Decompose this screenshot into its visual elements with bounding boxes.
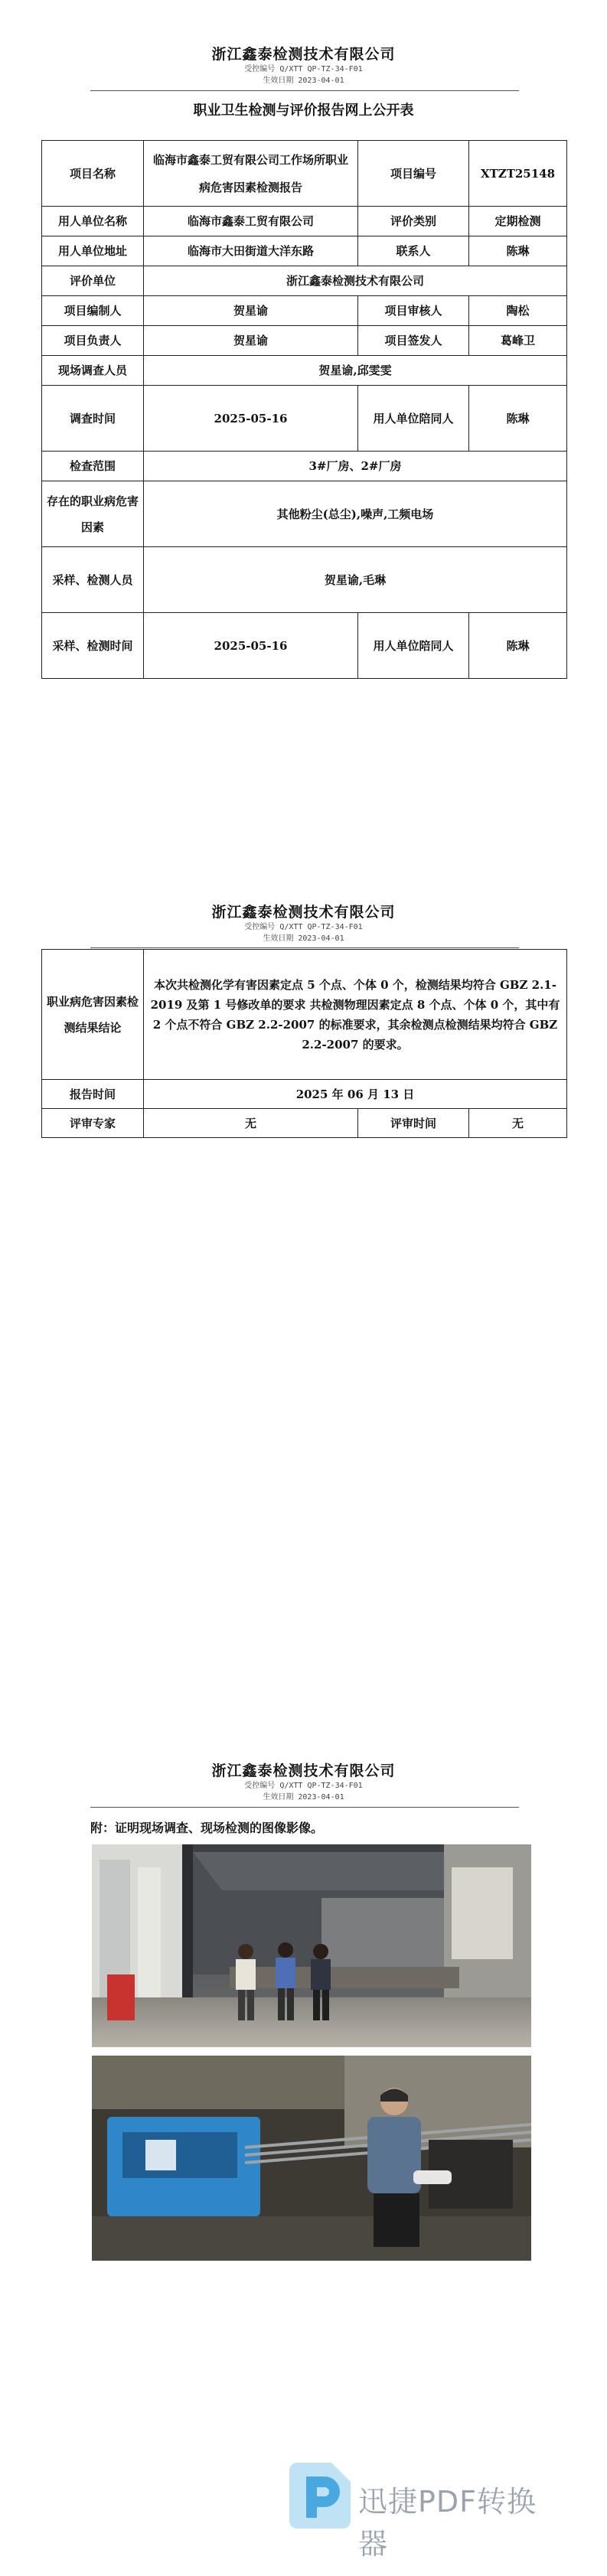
control-number: 受控编号 Q/XTT QP-TZ-34-F01 [244,1782,363,1790]
cell-value: 临海市鑫泰工贸有限公司工作场所职业病危害因素检测报告 [144,141,358,207]
cell-value: 临海市鑫泰工贸有限公司 [144,207,358,236]
effective-date: 生效日期 2023-04-01 [263,77,344,85]
converter-watermark [289,2463,565,2561]
page2-header [0,901,607,944]
cell-label: 评审时间 [358,1109,469,1138]
cell-label: 评价类别 [358,207,469,236]
cell-label: 项目名称 [42,141,144,207]
cell-label: 采样、检测时间 [42,613,144,679]
cell-value: 其他粉尘(总尘),噪声,工频电场 [144,481,567,547]
cell-value: 贺星谕,邱雯雯 [144,356,567,386]
cell-label: 项目编号 [358,141,469,207]
cell-value: 陈琳 [469,236,567,266]
cell-value: 无 [469,1109,567,1138]
page1-header [0,43,607,86]
cell-label: 报告时间 [42,1080,144,1109]
cell-value: 3#厂房、2#厂房 [144,452,567,481]
cell-label: 项目审核人 [358,296,469,326]
cell-label: 用人单位陪同人 [358,386,469,452]
cell-label: 用人单位地址 [42,236,144,266]
effective-date: 生效日期 2023-04-01 [263,934,344,943]
page-title: 职业卫生检测与评价报告网上公开表 [193,103,414,119]
cell-value: 无 [144,1109,358,1138]
pdf-converter-logo-icon [289,2463,351,2529]
cell-label: 项目编制人 [42,296,144,326]
company-name: 浙江鑫泰检测技术有限公司 [211,904,396,921]
cell-value: 临海市大田街道大洋东路 [144,236,358,266]
cell-value: 浙江鑫泰检测技术有限公司 [144,266,567,296]
annex-caption: 附：证明现场调查、现场检测的图像影像。 [90,1821,324,1835]
cell-value: 贺星谕 [144,296,358,326]
cell-value: 陈琳 [469,613,567,679]
cell-value: 定期检测 [469,207,567,236]
cell-label: 调查时间 [42,386,144,452]
site-testing-photo [92,2056,531,2261]
cell-value: 葛峰卫 [469,326,567,356]
cell-label: 用人单位名称 [42,207,144,236]
control-number: 受控编号 Q/XTT QP-TZ-34-F01 [244,65,363,73]
cell-value: 陈琳 [469,386,567,452]
cell-value: 2025 年 06 月 13 日 [144,1080,567,1109]
cell-label: 现场调查人员 [42,356,144,386]
header-rule [90,90,519,91]
cell-value: 2025-05-16 [144,613,358,679]
report-table [41,140,567,679]
cell-value: 贺星谕 [144,326,358,356]
cell-label: 检查范围 [42,452,144,481]
header-rule [90,947,519,948]
conclusion-text: 本次共检测化学有害因素定点 5 个点、个体 0 个，检测结果均符合 GBZ 2.1-2019 及第 1 号修改单的要求 共检测物理因素定点 8 个点、个体 0 个，其中有 2 个点不符合 GBZ 2.2-2007 的标准要求，其余检测点检测结果均符合 GBZ 2.2-2007 的要求。 [144,950,567,1080]
cell-value: 2025-05-16 [144,386,358,452]
company-name: 浙江鑫泰检测技术有限公司 [211,46,396,63]
control-number: 受控编号 Q/XTT QP-TZ-34-F01 [244,923,363,931]
cell-label: 评价单位 [42,266,144,296]
cell-label: 项目负责人 [42,326,144,356]
header-rule [90,1807,519,1808]
cell-label: 用人单位陪同人 [358,613,469,679]
cell-value: 贺星谕,毛琳 [144,547,567,613]
company-name: 浙江鑫泰检测技术有限公司 [211,1762,396,1779]
cell-label: 联系人 [358,236,469,266]
cell-label: 职业病危害因素检测结果结论 [42,950,144,1080]
cell-value: 陶松 [469,296,567,326]
cell-value: XTZT25148 [469,141,567,207]
site-survey-photo [92,1844,531,2047]
cell-label: 项目签发人 [358,326,469,356]
cell-label: 评审专家 [42,1109,144,1138]
cell-label: 存在的职业病危害因素 [42,481,144,547]
page3-header [0,1759,607,1803]
effective-date: 生效日期 2023-04-01 [263,1793,344,1802]
watermark-text: 迅捷PDF转换器 [358,2485,537,2561]
conclusion-table [41,949,567,1138]
cell-label: 采样、检测人员 [42,547,144,613]
